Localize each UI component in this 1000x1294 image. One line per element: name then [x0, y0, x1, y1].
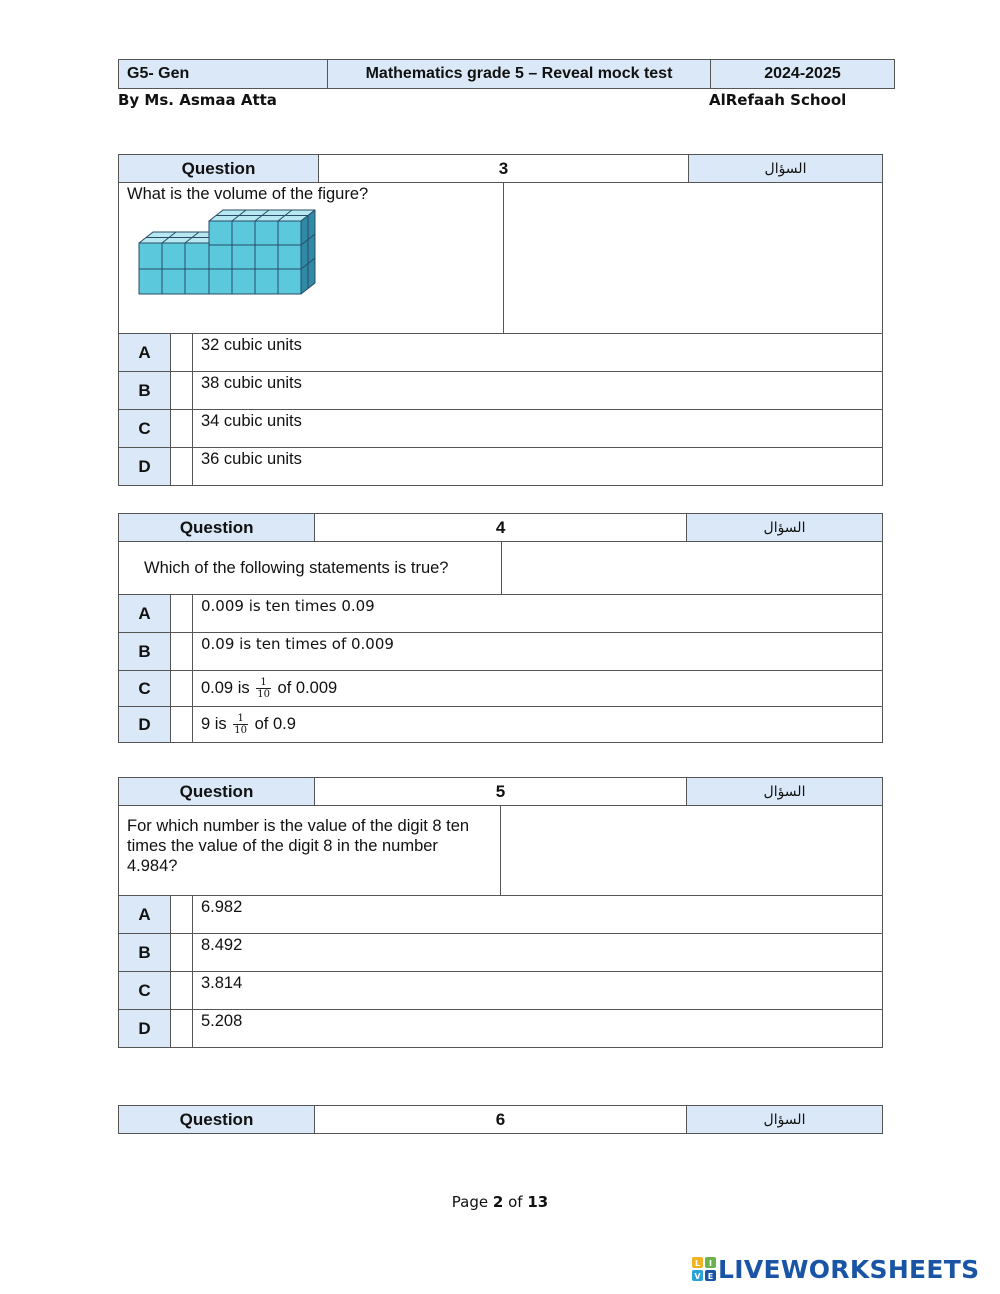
question-number: 5 [315, 778, 687, 806]
answer-box[interactable] [171, 372, 193, 410]
option-letter: C [119, 972, 171, 1010]
question-3-table [118, 154, 883, 486]
header-grade: G5- Gen [119, 60, 328, 89]
option-letter: C [119, 671, 171, 707]
option-row[interactable] [119, 707, 883, 743]
badge-letter: I [709, 1259, 712, 1268]
header-year: 2024-2025 [711, 60, 895, 89]
question-label: Question [119, 1106, 315, 1134]
page-total: 13 [527, 1193, 549, 1211]
question-number: 3 [319, 155, 689, 183]
option-row[interactable] [119, 595, 883, 633]
fraction [233, 713, 248, 736]
option-row[interactable] [119, 671, 883, 707]
option-text-suffix: of 0.009 [277, 678, 338, 697]
answer-box[interactable] [171, 448, 193, 486]
option-text-suffix: of 0.9 [254, 714, 296, 733]
page-prefix: Page [451, 1193, 489, 1211]
option-text: 38 cubic units [193, 372, 883, 410]
option-letter: B [119, 633, 171, 671]
cube-figure [129, 206, 319, 304]
answer-box[interactable] [171, 633, 193, 671]
option-row[interactable] [119, 633, 883, 671]
answer-box[interactable] [171, 595, 193, 633]
option-row[interactable] [119, 372, 883, 410]
option-text-prefix: 9 is [201, 714, 227, 733]
option-text: 6.982 [193, 896, 883, 934]
header-table [118, 59, 895, 89]
option-row[interactable] [119, 448, 883, 486]
header-title: Mathematics grade 5 – Reveal mock test [328, 60, 711, 89]
page-footer [0, 1193, 1000, 1211]
option-text: 8.492 [193, 934, 883, 972]
answer-box[interactable] [171, 934, 193, 972]
question-label: Question [119, 155, 319, 183]
option-text: 0.09 is ten times of 0.009 [193, 633, 883, 671]
answer-box[interactable] [171, 972, 193, 1010]
question-stem: What is the volume of the figure? [127, 185, 369, 203]
answer-box[interactable] [171, 334, 193, 372]
question-arabic-label: السؤال [687, 778, 883, 806]
option-letter: A [119, 896, 171, 934]
question-stem: Which of the following statements is true? [119, 542, 502, 595]
option-text [193, 707, 883, 743]
question-number: 4 [315, 514, 687, 542]
option-letter: B [119, 934, 171, 972]
question-label: Question [119, 778, 315, 806]
option-row[interactable] [119, 896, 883, 934]
question-arabic-label: السؤال [689, 155, 883, 183]
option-letter: A [119, 334, 171, 372]
option-letter: C [119, 410, 171, 448]
fraction-numerator: 1 [233, 713, 248, 725]
option-text: 3.814 [193, 972, 883, 1010]
option-row[interactable] [119, 1010, 883, 1048]
question-stem: For which number is the value of the digit 8 ten times the value of the digit 8 in the number 4.984? [119, 806, 501, 896]
option-text: 5.208 [193, 1010, 883, 1048]
question-label: Question [119, 514, 315, 542]
answer-box[interactable] [171, 410, 193, 448]
option-text-prefix: 0.09 is [201, 678, 250, 697]
option-letter: D [119, 1010, 171, 1048]
question-number: 6 [315, 1106, 687, 1134]
badge-letter: L [694, 1259, 701, 1268]
badge-letter: V [694, 1272, 701, 1281]
fraction-numerator: 1 [256, 677, 271, 689]
fraction [256, 677, 271, 700]
badge-letter: E [707, 1272, 714, 1281]
header-school: AlRefaah School [709, 91, 847, 109]
option-row[interactable] [119, 410, 883, 448]
question-5-table [118, 777, 883, 1048]
option-text: 32 cubic units [193, 334, 883, 372]
question-answer-area [504, 183, 883, 334]
fraction-denominator: 10 [234, 725, 248, 736]
answer-box[interactable] [171, 671, 193, 707]
question-6-table [118, 1105, 883, 1134]
answer-box[interactable] [171, 1010, 193, 1048]
answer-box[interactable] [171, 707, 193, 743]
liveworksheets-wordmark: LIVEWORKSHEETS [718, 1254, 980, 1284]
option-letter: B [119, 372, 171, 410]
option-row[interactable] [119, 972, 883, 1010]
option-text: 34 cubic units [193, 410, 883, 448]
option-letter: A [119, 595, 171, 633]
option-text [193, 671, 883, 707]
option-letter: D [119, 448, 171, 486]
fraction-denominator: 10 [257, 689, 270, 700]
page-of: of [508, 1193, 523, 1211]
liveworksheets-badge-icon [692, 1257, 716, 1281]
option-row[interactable] [119, 334, 883, 372]
question-answer-area [501, 806, 883, 896]
header-author: By Ms. Asmaa Atta [118, 91, 277, 109]
question-arabic-label: السؤال [687, 514, 883, 542]
liveworksheets-logo [692, 1254, 979, 1284]
question-4-table [118, 513, 883, 743]
question-stem-cell [119, 183, 504, 334]
page-current: 2 [492, 1193, 504, 1211]
option-row[interactable] [119, 934, 883, 972]
answer-box[interactable] [171, 896, 193, 934]
option-text: 0.009 is ten times 0.09 [193, 595, 883, 633]
option-text: 36 cubic units [193, 448, 883, 486]
question-arabic-label: السؤال [687, 1106, 883, 1134]
option-letter: D [119, 707, 171, 743]
question-answer-area [501, 542, 882, 595]
